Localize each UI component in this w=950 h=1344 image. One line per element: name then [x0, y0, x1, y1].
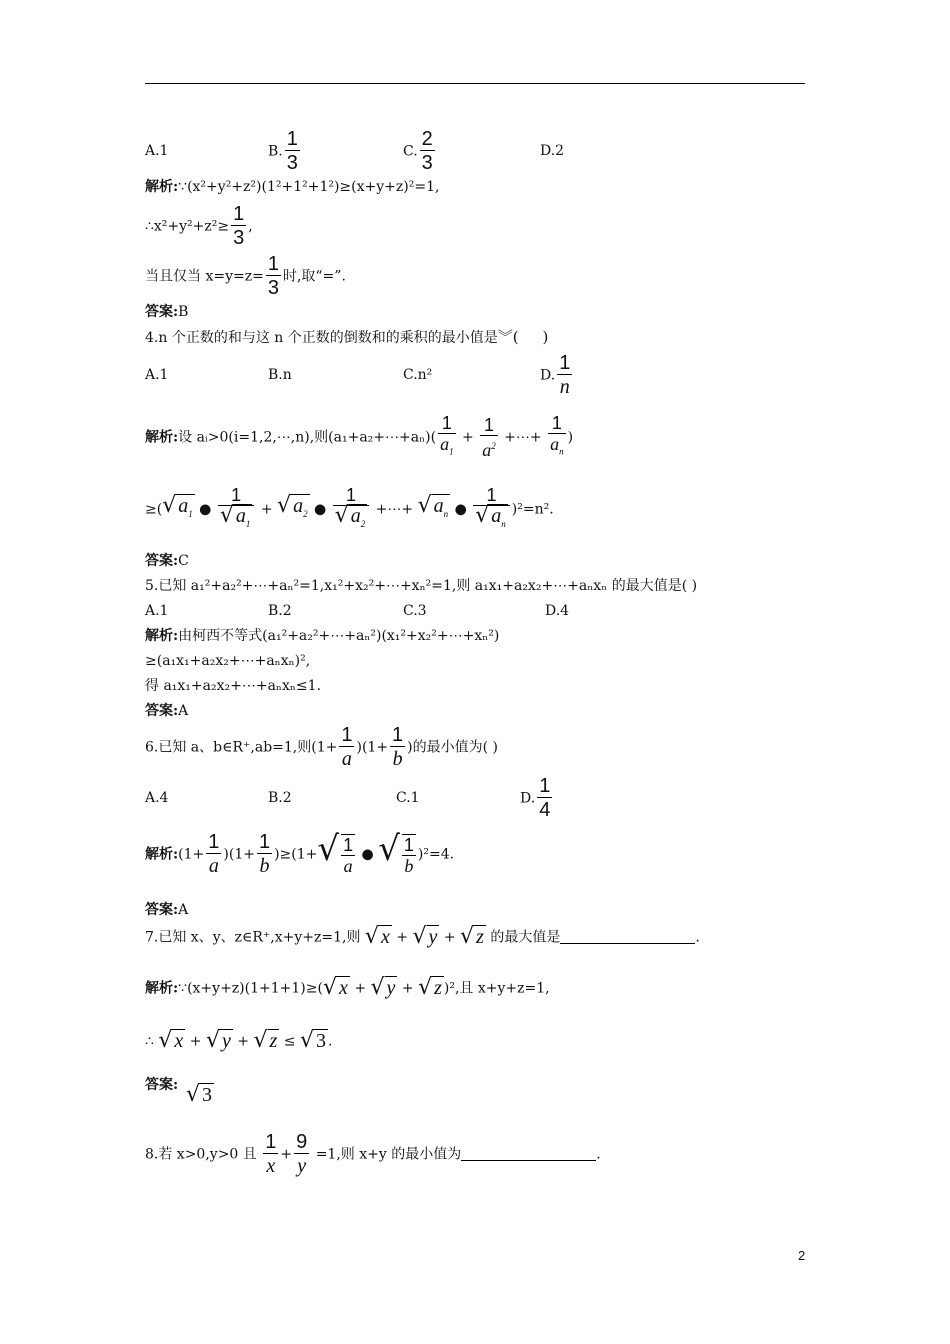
- q7-conclusion: ∴ √ x + √ y + √ z ≤ √ 3 .: [145, 1028, 333, 1053]
- q7-stem: 7.已知 x、y、z∈R⁺,x+y+z=1,则 √ x + √ y + √ z 的最大值是 .: [145, 924, 700, 949]
- q6-option-d: D. $\frac{1}{4}$: [520, 775, 551, 821]
- q7-answer: √ 3: [186, 1082, 213, 1107]
- q5-analysis-line1: 解析:由柯西不等式(a₁²+a₂²+⋯+aₙ²)(x₁²+x₂²+⋯+xₙ²): [145, 628, 500, 644]
- header-rule: [145, 83, 805, 84]
- q6-answer: 答案:A: [145, 902, 189, 918]
- q7-analysis: 解析:∵(x+y+z)(1+1+1)≥(√ x + √ y + √ z )²,且 x+y+z=1,: [145, 975, 550, 1000]
- q6-option-a: A.4: [145, 790, 169, 806]
- fraction: $\frac{2}{3}$: [421, 128, 433, 174]
- q4-option-c: C.n²: [403, 367, 433, 383]
- fraction: $\frac{1}{3}$: [286, 128, 298, 174]
- q5-option-a: A.1: [145, 603, 169, 619]
- q3-analysis-line1: 解析:∵(x²+y²+z²)(1²+1²+1²)≥(x+y+z)²=1,: [145, 179, 440, 195]
- q3-option-b: B. $\frac{1}{3}$: [268, 128, 298, 174]
- q5-option-b: B.2: [268, 603, 292, 619]
- q4-option-d: D. $\frac{1}{n}$: [540, 352, 571, 398]
- q6-option-b: B.2: [268, 790, 292, 806]
- q6-stem: 6.已知 a、b∈R⁺,ab=1,则(1+ $\frac{1}{a}$ )(1+ $\frac{1}{b}$ )的最小值为( ): [145, 724, 499, 770]
- q3-option-a: A.1: [145, 143, 169, 159]
- q5-answer: 答案:A: [145, 703, 189, 719]
- q5-analysis-line3: 得 a₁x₁+a₂x₂+⋯+aₙxₙ≤1.: [145, 678, 322, 694]
- q5-analysis-line2: ≥(a₁x₁+a₂x₂+⋯+aₙxₙ)²,: [145, 653, 311, 669]
- q4-stem: 4.n 个正数的和与这 n 个正数的倒数和的乘积的最小值是︾( ): [145, 328, 549, 346]
- q4-option-a: A.1: [145, 367, 169, 383]
- q7-answer-label: 答案:: [145, 1077, 179, 1093]
- q3-answer: 答案:B: [145, 304, 189, 320]
- answer-blank: [560, 929, 695, 944]
- q5-option-d: D.4: [545, 603, 570, 619]
- q3-analysis-line2: ∴x²+y²+z²≥ $\frac{1}{3}$ ,: [145, 203, 253, 249]
- page-number: 2: [798, 1248, 806, 1263]
- q3-option-c: C. $\frac{2}{3}$: [403, 128, 433, 174]
- q3-option-d: D.2: [540, 143, 565, 159]
- q4-analysis-line2: ≥(√ $a_1$ ● $\frac{1}{√ a_1}$ + √ $a_2$ ● $\frac{1}{√ a_2}$ +⋯+ √ $a_n$ ● $\frac{1}{√ a_n}$ )²=n².: [145, 485, 554, 529]
- q5-option-c: C.3: [403, 603, 427, 619]
- q4-answer: 答案:C: [145, 553, 189, 569]
- q5-stem: 5.已知 a₁²+a₂²+⋯+aₙ²=1,x₁²+x₂²+⋯+xₙ²=1,则 a₁x₁+a₂x₂+⋯+aₙxₙ 的最大值是( ): [145, 578, 698, 594]
- q4-analysis-line1: 解析:设 aᵢ>0(i=1,2,⋯,n),则(a₁+a₂+⋯+aₙ)( $\frac{1}{a_1}$ + $\frac{1}{a^2}$ +⋯+ $\frac{1}{a_n}$ ): [145, 413, 574, 460]
- q4-option-b: B.n: [268, 367, 292, 383]
- q3-analysis-line3: 当且仅当 x=y=z= $\frac{1}{3}$ 时,取“=”.: [145, 253, 346, 299]
- q8-stem: 8.若 x>0,y>0 且 $\frac{1}{x}$ + $\frac{9}{y}$ =1,则 x+y 的最小值为 .: [145, 1131, 601, 1177]
- q6-option-c: C.1: [396, 790, 420, 806]
- answer-blank: [461, 1146, 596, 1161]
- q6-analysis: 解析:(1+ $\frac{1}{a}$ )(1+ $\frac{1}{b}$ )≥(1+√ $\frac{1}{a}$ ● √ $\frac{1}{b}$ )²=4.: [145, 828, 455, 877]
